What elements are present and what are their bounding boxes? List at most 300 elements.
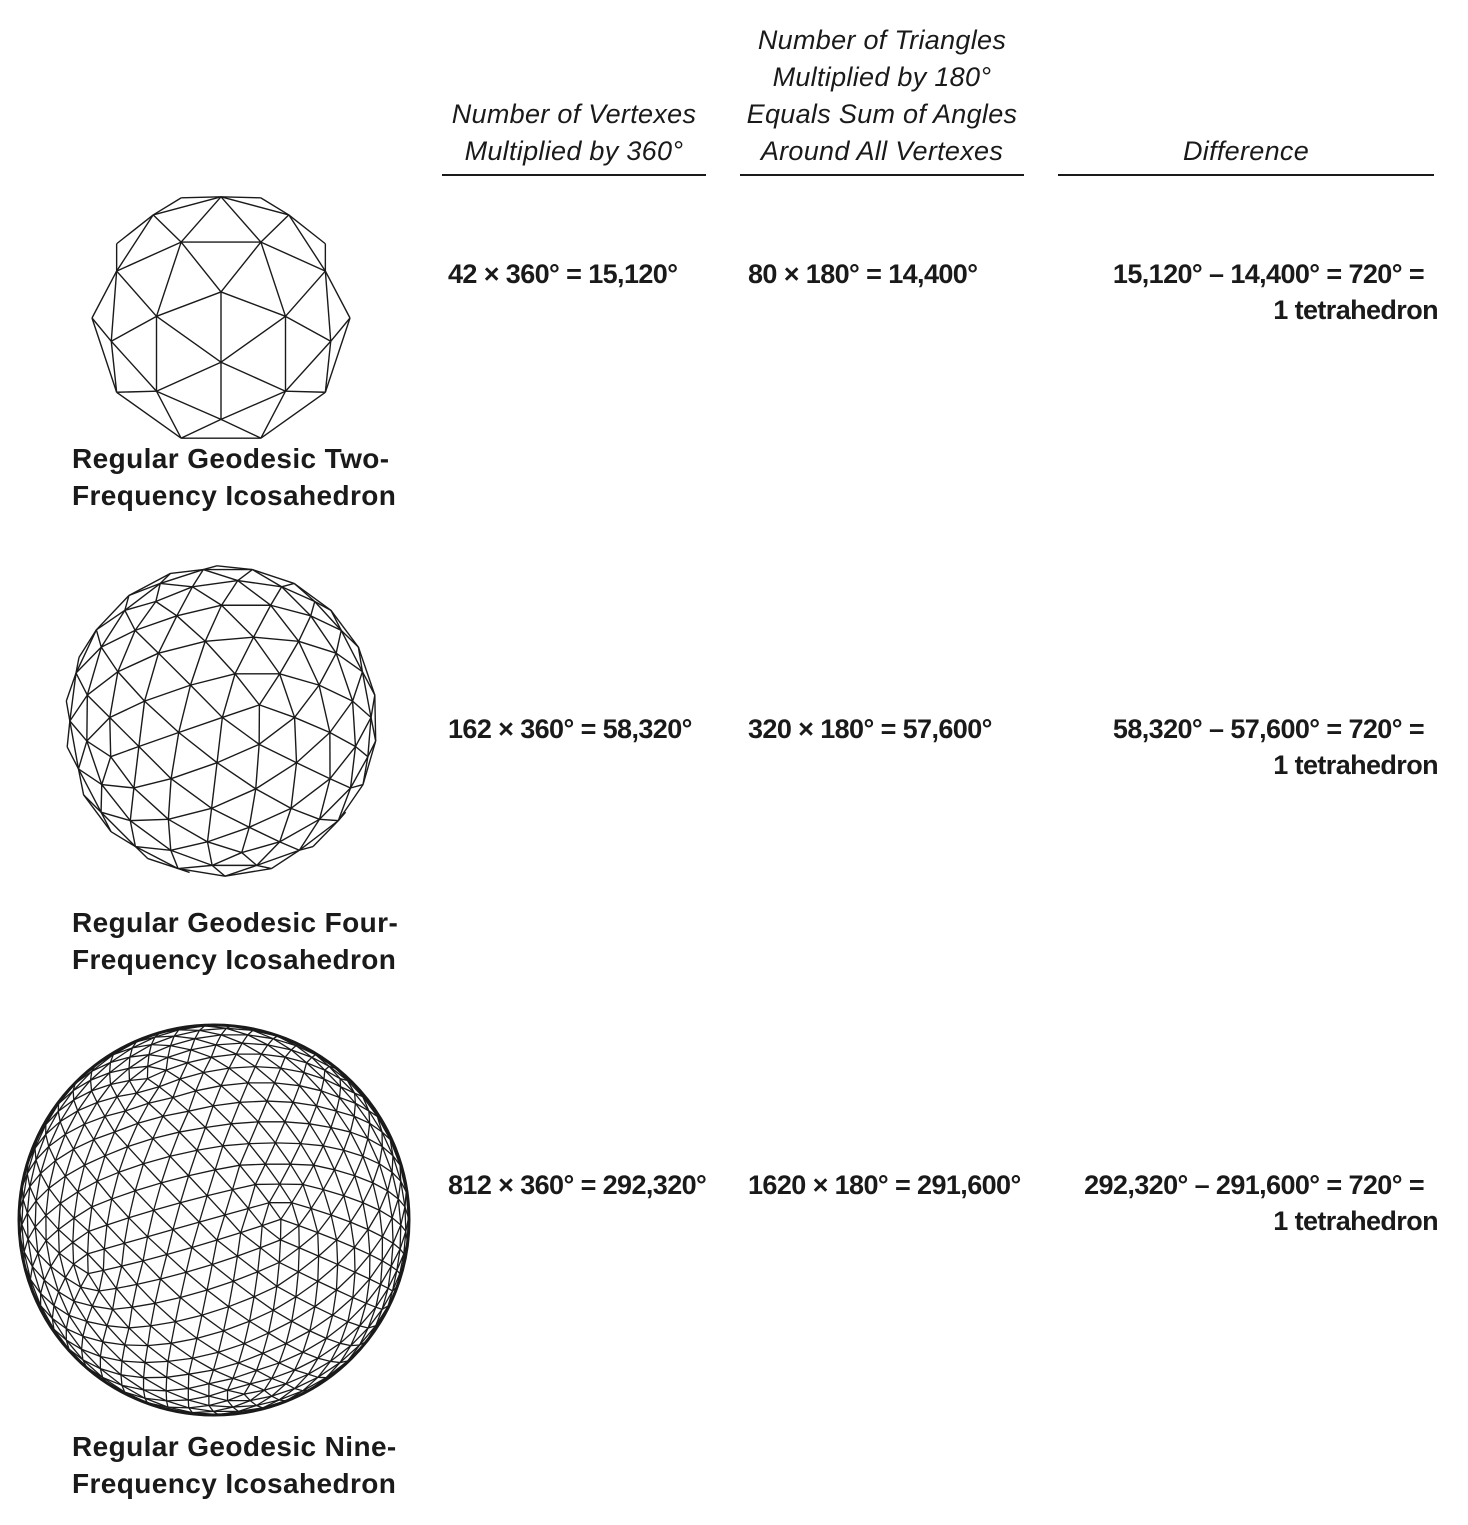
geodesic-edge: [49, 1188, 61, 1203]
header-difference: [1058, 133, 1434, 176]
geodesic-edge: [121, 1361, 122, 1375]
geodesic-edge: [392, 1218, 393, 1244]
geodesic-edge: [129, 1328, 148, 1346]
geodesic-edge: [175, 1298, 180, 1322]
geodesic-edge: [281, 1203, 292, 1220]
geodesic-edge: [103, 1249, 104, 1270]
geodesic-edge: [222, 705, 259, 718]
geodesic-edge: [124, 1237, 147, 1244]
geodesic-edge: [363, 1203, 379, 1211]
geodesic-edge: [269, 1203, 281, 1220]
geodesic-edge: [207, 1281, 233, 1290]
geodesic-edge: [221, 316, 286, 362]
geodesic-edge: [116, 1284, 137, 1288]
geodesic-edge: [171, 850, 212, 865]
geodesic-edge: [314, 1165, 324, 1189]
geodesic-edge: [88, 1249, 105, 1254]
geodesic-edge: [166, 1389, 188, 1391]
geodesic-edge: [87, 741, 111, 757]
geodesic-edge: [331, 1196, 344, 1215]
geodesic-edge: [153, 1116, 163, 1138]
geodesic-edge: [117, 392, 182, 438]
geodesic-edge: [225, 1215, 241, 1233]
geodesic-edge: [173, 1222, 199, 1229]
geodesic-edge: [197, 1315, 202, 1338]
geodesic-edge: [97, 1102, 105, 1116]
geodesic-edge: [179, 1111, 188, 1132]
geodesic-edge: [161, 1279, 181, 1298]
geodesic-edge: [199, 1215, 225, 1222]
geodesic-edge: [87, 741, 102, 785]
geodesic-edge: [333, 1315, 348, 1322]
geodesic-edge: [248, 1067, 255, 1083]
geodesic-edge: [145, 685, 191, 701]
geodesic-edge: [112, 1191, 135, 1199]
geodesic-edge: [27, 1174, 30, 1187]
geodesic-edge: [168, 819, 170, 850]
geodesic-edge: [207, 1196, 225, 1215]
geodesic-edge: [209, 1370, 214, 1384]
geodesic-edge: [46, 1134, 49, 1146]
geodesic-edge: [353, 1272, 355, 1297]
geodesic-edge: [260, 1240, 280, 1248]
geodesic-edge: [103, 1270, 116, 1288]
geodesic-edge: [212, 1240, 217, 1264]
label-line-1: Regular Geodesic Nine-: [72, 1431, 397, 1462]
geodesic-edge: [193, 1352, 219, 1358]
geodesic-edge: [248, 1083, 267, 1101]
geodesic-edge: [298, 1256, 318, 1272]
geodesic-sphere-nine-frequency: [16, 1022, 412, 1418]
geodesic-edge: [94, 1140, 105, 1156]
geodesic-edge: [148, 1343, 171, 1345]
geodesic-edge: [171, 732, 179, 778]
geodesic-edge: [279, 1240, 280, 1263]
geodesic-edge: [173, 1098, 189, 1112]
geodesic-edge: [180, 1290, 207, 1298]
geodesic-edge: [275, 1143, 300, 1144]
geodesic-edge: [168, 1358, 193, 1361]
geodesic-edge: [218, 1344, 244, 1353]
geodesic-edge: [161, 1176, 188, 1183]
geodesic-edge: [171, 779, 211, 809]
geodesic-edge: [258, 1248, 261, 1272]
geodesic-edge: [297, 763, 331, 779]
geodesic-edge: [208, 842, 213, 866]
geodesic-edge: [180, 1272, 186, 1297]
geodesic-edge: [231, 1124, 249, 1144]
geodesic-edge: [325, 1066, 329, 1070]
geodesic-edge: [255, 1067, 280, 1069]
geodesic-edge: [65, 1264, 73, 1278]
geodesic-edge: [163, 1098, 173, 1117]
geodesic-edge: [318, 1264, 338, 1281]
geodesic-edge: [171, 1338, 197, 1343]
geodesic-edge: [268, 1321, 291, 1333]
geodesic-edge: [180, 1196, 207, 1203]
geodesic-edge: [145, 1346, 148, 1363]
geodesic-edge: [88, 1254, 89, 1274]
geodesic-edge: [87, 672, 118, 695]
geodesic-edge: [122, 1361, 145, 1363]
geodesic-edge: [296, 1297, 315, 1307]
geodesic-edge: [155, 1303, 175, 1321]
geodesic-edge: [269, 1184, 280, 1203]
geodesic-edge: [250, 1384, 264, 1390]
geodesic-edge: [46, 1215, 59, 1229]
geodesic-edge: [193, 1358, 214, 1370]
geodesic-edge: [59, 1203, 61, 1229]
geodesic-edge: [264, 1390, 271, 1396]
vertexes-calc-nine-frequency: 812 × 360° = 292,320°: [448, 1170, 707, 1200]
geodesic-edge: [154, 1183, 162, 1210]
geodesic-edge: [344, 1150, 355, 1176]
geodesic-edge: [285, 1102, 293, 1121]
geodesic-edge: [44, 1266, 51, 1280]
geodesic-edge: [262, 1219, 281, 1225]
geodesic-edge: [242, 1035, 248, 1043]
geodesic-edge: [54, 1292, 59, 1306]
geodesic-edge: [130, 821, 170, 851]
geodesic-edge: [355, 747, 367, 757]
geodesic-edge: [233, 1363, 239, 1379]
geodesic-edge: [157, 391, 222, 419]
geodesic-edge: [196, 1091, 213, 1106]
geodesic-edge: [189, 1406, 209, 1408]
geodesic-edge: [223, 1146, 240, 1165]
geodesic-edge: [295, 1374, 309, 1388]
geodesic-edge: [291, 763, 296, 809]
geodesic-edge: [299, 819, 319, 850]
geodesic-edge: [304, 1063, 307, 1073]
geodesic-edge: [254, 1272, 258, 1297]
geodesic-edge: [167, 1361, 168, 1377]
geodesic-edge: [286, 1321, 292, 1343]
geodesic-edge: [392, 1199, 398, 1218]
label-line-2: Frequency Icosahedron: [72, 480, 397, 511]
geodesic-edge: [111, 316, 156, 341]
geodesic-edge: [173, 1230, 192, 1248]
geodesic-edge: [189, 1091, 196, 1111]
geodesic-edge: [129, 1191, 135, 1218]
geodesic-edge: [295, 685, 320, 717]
geodesic-edge: [122, 1243, 125, 1266]
geodesic-edge: [373, 1164, 379, 1183]
geodesic-edge: [211, 1045, 216, 1057]
geodesic-edge: [319, 1256, 338, 1264]
geodesic-edge: [89, 1231, 105, 1249]
geodesic-edge: [46, 1188, 49, 1215]
geodesic-edge: [216, 1035, 221, 1045]
geodesic-edge: [113, 1309, 129, 1328]
geodesic-edge: [311, 1208, 331, 1215]
geodesic-edge: [353, 672, 363, 701]
geodesic-edge: [258, 1101, 267, 1122]
geodesic-edge: [368, 1307, 376, 1328]
geodesic-edge: [334, 1150, 343, 1170]
geodesic-edge: [366, 1303, 376, 1307]
geodesic-edge: [249, 789, 256, 827]
geodesic-edge: [60, 1100, 74, 1122]
geodesic-edge: [188, 1389, 209, 1397]
geodesic-edge: [110, 718, 139, 747]
geodesic-edge: [205, 1124, 231, 1128]
geodesic-edge: [208, 842, 242, 853]
geodesic-edge: [163, 1116, 179, 1132]
geodesic-edge: [221, 362, 286, 391]
geodesic-edge: [370, 1255, 382, 1261]
geodesic-edge: [315, 602, 341, 631]
geodesic-edge: [179, 732, 217, 762]
geodesic-edge: [223, 1124, 231, 1146]
geodesic-edge: [213, 1363, 238, 1370]
geodesic-edge: [177, 587, 193, 616]
geodesic-edge: [202, 1315, 224, 1331]
geodesic-edge: [192, 581, 237, 587]
geodesic-edge: [238, 570, 253, 581]
geodesic-edge: [59, 1230, 73, 1243]
geodesic-edge: [295, 1389, 303, 1391]
geodesic-edge: [221, 197, 261, 242]
geodesic-edge: [166, 1391, 188, 1400]
geodesic-edge: [51, 1253, 60, 1266]
geodesic-edge: [258, 1262, 280, 1271]
geodesic-edge: [179, 685, 191, 732]
geodesic-edge: [168, 1343, 171, 1361]
geodesic-edge: [188, 1384, 209, 1389]
geodesic-edge: [73, 1231, 89, 1242]
geodesic-edge: [196, 1072, 204, 1090]
geodesic-edge: [282, 583, 294, 586]
geodesic-edge: [148, 1326, 151, 1346]
geodesic-edge: [35, 1215, 46, 1227]
geodesic-edge: [167, 1247, 192, 1254]
geodesic-edge: [303, 1184, 311, 1208]
geodesic-edge: [217, 1233, 241, 1240]
geodesic-edge: [112, 1199, 129, 1218]
geodesic-edge: [41, 1280, 45, 1293]
geodesic-edge: [338, 1264, 355, 1272]
geodesic-edge: [186, 1272, 207, 1290]
geodesic-edge: [229, 1297, 254, 1307]
geodesic-edge: [88, 1254, 104, 1271]
geodesic-edge: [58, 1111, 60, 1121]
geodesic-edge: [240, 1102, 258, 1121]
geodesic-edge: [368, 1230, 370, 1255]
geodesic-edge: [272, 1378, 286, 1383]
geodesic-edge: [66, 1315, 69, 1328]
geodesic-edge: [242, 827, 250, 852]
header-triangles-line-1: Number of Triangles: [757, 25, 1007, 55]
geodesic-edge: [218, 1331, 223, 1352]
geodesic-edge: [208, 827, 250, 842]
geodesic-edge: [143, 1261, 160, 1279]
geodesic-edge: [153, 197, 221, 215]
geodesic-edge: [212, 789, 256, 809]
geodesic-edge: [212, 1264, 233, 1281]
header-triangles: [740, 22, 1024, 176]
geodesic-edge: [173, 1091, 196, 1098]
geodesic-edge: [107, 1309, 113, 1325]
geodesic-edge: [102, 757, 111, 785]
geodesic-edge: [195, 1035, 221, 1039]
geodesic-edge: [168, 1057, 188, 1062]
geodesic-edge: [249, 808, 291, 827]
geodesic-edge: [55, 1161, 65, 1176]
geodesic-edge: [134, 747, 139, 788]
header-triangles-line-2: Multiplied by 180°: [772, 62, 992, 92]
geodesic-edge: [249, 1143, 275, 1144]
geodesic-edge: [217, 1215, 225, 1240]
geodesic-edge: [250, 1321, 269, 1333]
geodesic-edge: [87, 1306, 93, 1321]
geodesic-edge: [307, 1057, 312, 1062]
geodesic-edge: [286, 271, 326, 316]
geodesic-edge: [74, 1207, 92, 1218]
geodesic-edge: [137, 1279, 161, 1284]
geodesic-edge: [393, 1225, 401, 1243]
geodesic-edge: [268, 1039, 273, 1045]
difference-calc-nine-frequency: [1038, 1167, 1438, 1239]
geodesic-edge: [135, 1164, 143, 1191]
geodesic-edge: [124, 1218, 128, 1244]
geodesic-edge: [110, 718, 111, 757]
geodesic-edge: [237, 1248, 260, 1256]
geodesic-edge: [292, 1203, 311, 1209]
geodesic-edge: [221, 1083, 248, 1086]
geodesic-edge: [105, 1116, 115, 1132]
geodesic-edge: [166, 1057, 168, 1070]
geodesic-edge: [153, 1132, 179, 1138]
geodesic-edge: [65, 1176, 78, 1192]
geodesic-edge: [321, 1079, 324, 1091]
geodesic-edge: [286, 1384, 295, 1389]
geodesic-edge: [255, 1054, 261, 1066]
geodesic-edge: [83, 1321, 87, 1336]
geodesic-edge: [351, 1222, 355, 1247]
geodesic-edge: [32, 1253, 38, 1266]
geodesic-edge: [159, 1087, 173, 1098]
geodesic-edge: [216, 1045, 236, 1054]
geodesic-edge: [254, 605, 271, 637]
geodesic-edge: [222, 674, 235, 718]
geodesic-edge: [177, 616, 205, 641]
geodesic-edge: [207, 1290, 229, 1307]
geodesic-edge: [222, 717, 259, 744]
geodesic-edge: [336, 1098, 339, 1112]
geodesic-edge: [213, 1086, 221, 1106]
geodesic-edge: [188, 1374, 189, 1388]
geodesic-edge: [92, 318, 111, 341]
geodesic-edge: [110, 1073, 111, 1085]
geodesic-edge: [213, 1370, 232, 1378]
geodesic-edge: [92, 1199, 112, 1207]
geodesic-edge: [331, 318, 350, 341]
geodesic-wireframe: [89, 186, 353, 450]
geodesic-edge: [275, 1143, 290, 1164]
geodesic-edge: [236, 1043, 242, 1054]
geodesic-edge: [151, 1303, 155, 1326]
geodesic-edge: [117, 1097, 125, 1111]
geodesic-edge: [59, 1242, 73, 1253]
geodesic-edge: [295, 717, 330, 732]
geodesic-edge: [153, 215, 181, 242]
geodesic-edge: [92, 1207, 107, 1225]
geodesic-edge: [318, 1233, 319, 1256]
geodesic-edge: [188, 1050, 191, 1063]
geodesic-edge: [221, 242, 261, 292]
geodesic-edge: [280, 1184, 292, 1203]
geodesic-edge: [158, 653, 190, 685]
label-line-1: Regular Geodesic Two-: [72, 443, 390, 474]
geodesic-edge: [128, 1147, 144, 1164]
geodesic-edge: [207, 1264, 212, 1290]
geodesic-edge: [65, 1278, 74, 1302]
geodesic-edge: [110, 701, 145, 717]
geodesic-edge: [257, 850, 300, 865]
geodesic-edge: [119, 1164, 144, 1173]
geodesic-edge: [74, 1100, 78, 1111]
geodesic-edge: [336, 1290, 352, 1298]
label-four-frequency: [72, 904, 412, 978]
geodesic-edge: [392, 1218, 401, 1225]
geodesic-edge: [228, 1401, 233, 1407]
geodesic-edge: [290, 1164, 303, 1184]
geodesic-edge: [225, 1208, 249, 1215]
geodesic-edge: [113, 1307, 133, 1309]
geodesic-edge: [144, 1390, 167, 1391]
geodesic-edge: [74, 1149, 85, 1165]
geodesic-edge: [151, 1045, 170, 1046]
geodesic-edge: [74, 1218, 89, 1231]
geodesic-edge: [212, 808, 250, 827]
geodesic-edge: [314, 1165, 335, 1170]
geodesic-edge: [205, 641, 235, 674]
geodesic-edge: [310, 1331, 326, 1339]
geodesic-edge: [195, 1039, 216, 1045]
geodesic-edge: [101, 647, 118, 672]
geodesic-edge: [197, 1128, 205, 1151]
geodesic-edge: [209, 1378, 233, 1383]
geodesic-edge: [233, 1281, 254, 1297]
geodesic-edge: [139, 747, 171, 779]
geodesic-edge: [299, 641, 319, 685]
geodesic-edge: [188, 1396, 209, 1400]
geodesic-edge: [299, 616, 311, 641]
geodesic-edge: [277, 1286, 296, 1297]
geodesic-edge: [116, 1266, 121, 1288]
geodesic-edge: [168, 1050, 191, 1057]
geodesic-edge: [401, 1207, 405, 1225]
geodesic-edge: [170, 1150, 197, 1156]
geodesic-edge: [311, 1190, 323, 1209]
geodesic-edge: [110, 672, 118, 718]
geodesic-edge: [38, 1241, 46, 1254]
geodesic-edge: [259, 717, 294, 744]
geodesic-edge: [125, 1345, 148, 1346]
geodesic-edge: [179, 1128, 205, 1133]
geodesic-edge: [168, 808, 211, 819]
geodesic-edge: [189, 1176, 208, 1196]
geodesic-edge: [191, 685, 223, 717]
geodesic-edge: [46, 1230, 58, 1241]
geodesic-edge: [233, 1272, 257, 1281]
geodesic-edge: [355, 1176, 363, 1203]
geodesic-edge: [105, 1156, 119, 1173]
geodesic-edge: [229, 1067, 255, 1069]
geodesic-edge: [107, 1199, 112, 1225]
geodesic-edge: [267, 1083, 275, 1101]
